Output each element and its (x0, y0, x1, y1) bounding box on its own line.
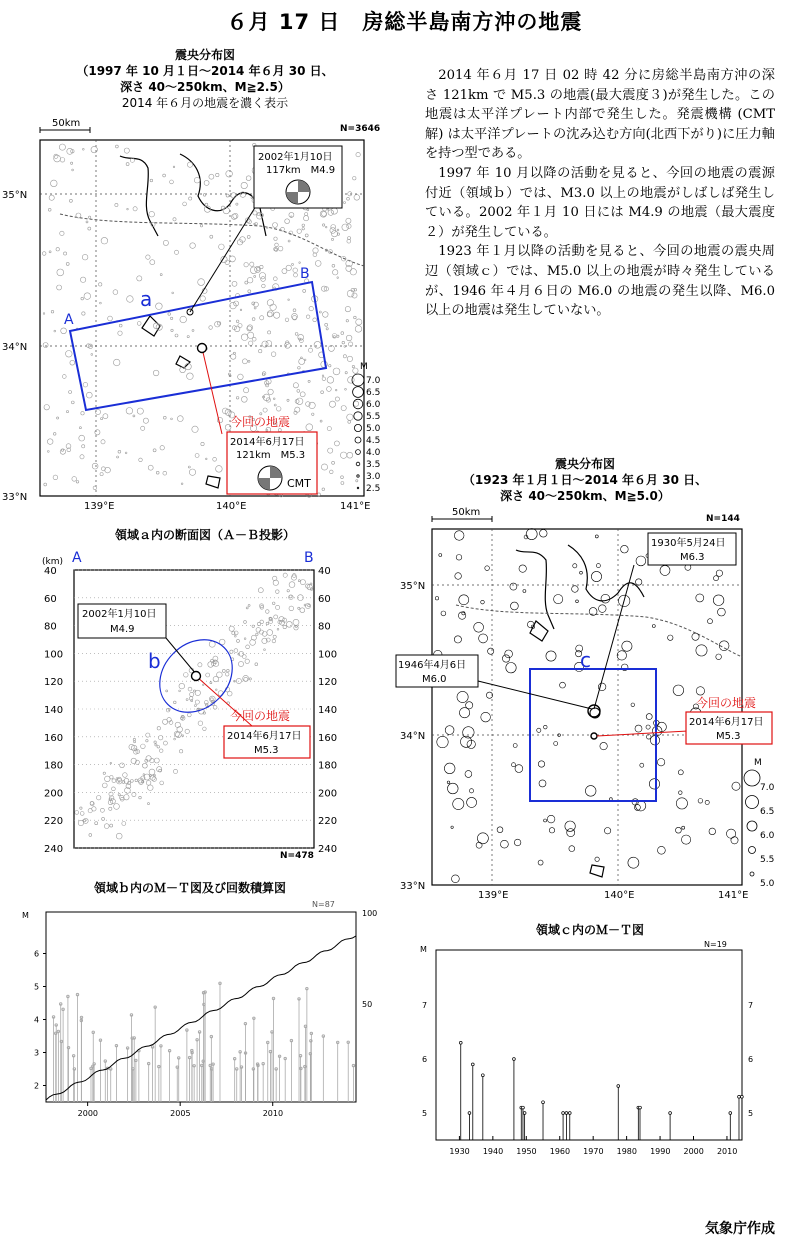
mtc-frame (436, 950, 742, 1140)
event-marker (617, 1085, 620, 1088)
map1-legend-items (352, 374, 381, 494)
epicenter-map-1 (2, 116, 386, 512)
map2-callout-1930-date: 1930年5月24日 (651, 538, 726, 549)
depth-label-left: 200 (44, 788, 64, 800)
x-tick-label: 1950 (516, 1147, 537, 1156)
description-paragraph-1: 2014 年６月 17 日 02 時 42 分に房総半島南方沖の深さ 121km で M5.3 の地震(最大震度３)が発生した。この地震は太平洋プレート内部で発生した。発震機構 (CMT 解) は太平洋プレートの沈み込む方向(北西下がり)に圧力軸を持つ型である。 (425, 68, 775, 162)
cross-end-a: A (72, 550, 82, 566)
map2-callout-now-info: M5.3 (716, 731, 741, 742)
event-marker (202, 992, 204, 994)
legend-circle (357, 475, 359, 477)
mtb-count: N=87 (312, 900, 335, 909)
map1-current-quake (198, 344, 207, 353)
event-marker (669, 1112, 672, 1115)
depth-label-right: 40 (318, 566, 331, 577)
map2-current-quake (591, 733, 597, 739)
cross-callout-now-info: M5.3 (254, 745, 279, 756)
region-b-label: b (148, 649, 161, 673)
event-marker (126, 1047, 128, 1049)
legend-circle (352, 374, 364, 386)
author: 気象庁作成 (705, 1221, 775, 1237)
event-marker (522, 1106, 525, 1109)
map2-count: N=144 (706, 514, 740, 524)
event-marker (209, 1064, 211, 1066)
map2-legend-title: M (754, 758, 762, 768)
mtb-marks (34, 909, 377, 1118)
event-marker (639, 1106, 642, 1109)
depth-label-left: 180 (44, 760, 64, 772)
event-marker (284, 1057, 286, 1059)
map2-scale-label: 50km (452, 507, 481, 518)
legend-label: 3.0 (366, 472, 381, 482)
map2-now-title: 今回の地震 (696, 696, 757, 710)
event-marker (72, 1055, 74, 1057)
legend-circle (750, 872, 754, 876)
region-a-label: a (140, 287, 153, 311)
depth-label-right: 60 (318, 593, 331, 605)
legend-label: 6.5 (366, 388, 381, 398)
depth-label-right: 240 (318, 844, 338, 855)
legend-label: 2.5 (366, 484, 381, 494)
map1-depth: 深さ 40～250km、M≧2.5） (120, 80, 290, 94)
y-tick-label: 6 (34, 949, 40, 959)
mtc-count: N=19 (704, 940, 727, 949)
legend-circle (744, 770, 760, 786)
map1-callout-past-date: 2002年1月10日 (258, 152, 333, 163)
event-marker (542, 1101, 545, 1104)
map1-end-a: A (64, 312, 74, 328)
event-marker (459, 1041, 462, 1044)
x-tick-label: 1960 (549, 1147, 571, 1156)
event-marker (188, 1056, 190, 1058)
depth-label-right: 180 (318, 760, 338, 772)
map1-lon-140: 140°E (216, 501, 247, 512)
event-marker (740, 1095, 743, 1098)
y-tick-label: 5 (422, 1109, 428, 1118)
legend-circle (354, 412, 362, 420)
event-marker (233, 1057, 235, 1059)
map1-cmt-label: CMT (287, 477, 311, 490)
mt-chart-region-b (14, 898, 384, 1128)
page-title: ６月 17 日 房総半島南方沖の地震 (226, 10, 583, 34)
x-tick-label: 2010 (716, 1147, 738, 1156)
legend-circle (354, 424, 361, 431)
depth-label-left: 80 (44, 621, 57, 633)
map1-caption (40, 47, 370, 111)
legend-label: 5.5 (760, 855, 775, 865)
legend-label: 6.5 (760, 807, 775, 817)
legend-label: 5.0 (366, 424, 381, 434)
cross-current-quake (192, 672, 201, 681)
event-marker (178, 1057, 180, 1059)
legend-circle (746, 796, 759, 809)
event-marker (240, 1066, 242, 1068)
map2-lon-141: 141°E (718, 890, 749, 901)
x-tick-label: 1930 (449, 1147, 470, 1156)
description-paragraph-3: 1923 年１月以降の活動を見ると、今回の地震の震央周辺（領域ｃ）では、M5.0 以上の地震が時々発生しているが、1946 年４月６日の M6.0 の地震の発生以降、M6.0 以上の地震は発生していない。 (425, 244, 775, 319)
depth-label-left: 240 (44, 844, 64, 855)
x-tick-label: 2005 (170, 1109, 191, 1118)
map1-callout-past-info: 117km M4.9 (266, 165, 336, 176)
y-tick-label: 3 (34, 1048, 40, 1058)
y-tick-label-right: 5 (748, 1109, 754, 1118)
depth-label-left: 60 (44, 593, 57, 605)
map1-scale-label: 50km (52, 118, 81, 129)
cross-unit: (km) (42, 557, 64, 567)
legend-label: 5.5 (366, 412, 381, 422)
legend-circle (357, 487, 359, 489)
x-tick-label: 1990 (650, 1147, 671, 1156)
cross-now-title: 今回の地震 (230, 709, 291, 723)
map1-now-title: 今回の地震 (230, 415, 291, 429)
event-marker (269, 1050, 271, 1052)
event-marker (352, 1064, 354, 1066)
legend-label: 6.0 (760, 831, 775, 841)
cross-callout-now-date: 2014年6月17日 (227, 731, 302, 742)
depth-label-right: 140 (318, 705, 338, 716)
event-marker (306, 987, 308, 989)
mtc-marks (422, 1001, 753, 1156)
map1-callout-now-date: 2014年6月17日 (230, 437, 305, 448)
event-marker (158, 1065, 160, 1067)
event-marker (239, 1051, 241, 1053)
epicenter-map-2 (396, 505, 764, 901)
depth-label-right: 100 (318, 649, 338, 661)
cross-callout-past-info: M4.9 (110, 624, 135, 635)
event-marker (565, 1112, 568, 1115)
map1-legend-title: M (360, 362, 368, 372)
legend-label: 7.0 (366, 376, 381, 386)
mtb-m-label: M (22, 911, 29, 920)
map1-lon-139: 139°E (84, 501, 115, 512)
x-tick-label: 1980 (616, 1147, 637, 1156)
mtc-m-label: M (420, 945, 427, 954)
legend-circle (353, 399, 363, 409)
map2-lat-35: 35°N (400, 581, 426, 592)
depth-label-right: 80 (318, 621, 331, 633)
region-c-label: c (580, 648, 591, 672)
map1-lat-33: 33°N (2, 492, 28, 503)
event-marker (513, 1058, 516, 1061)
map2-title: 震央分布図 (554, 457, 615, 471)
description-paragraph-2: 1997 年 10 月以降の活動を見ると、今回の地震の震源付近（領域ｂ）では、M3.0 以上の地震がしばしば発生している。2002 年１月 10 日には M4.9 の地震（最大震度２）が発生している。 (425, 165, 775, 240)
map2-lat-34: 34°N (400, 731, 426, 742)
map1-period: （1997 年 10 月１日～2014 年６月 30 日、 (76, 64, 334, 78)
map2-legend-items (744, 770, 775, 889)
x-tick-label: 1970 (583, 1147, 604, 1156)
event-marker (298, 998, 300, 1000)
event-marker (110, 1068, 112, 1070)
map2-lat-33: 33°N (400, 881, 426, 892)
y-tick-label: 2 (34, 1081, 40, 1091)
map1-mechanism-past-icon (286, 180, 310, 204)
event-marker (57, 1030, 59, 1032)
event-marker (568, 1112, 571, 1115)
cross-section-title: 領域ａ内の断面図（Ａ－Ｂ投影） (114, 528, 295, 542)
mtc-title: 領域ｃ内のＭ－Ｔ図 (535, 923, 644, 937)
map2-lon-139: 139°E (478, 890, 509, 901)
map1-lat-34: 34°N (2, 342, 28, 353)
cross-section-plot (30, 548, 360, 860)
right-tick-label: 50 (362, 1000, 373, 1009)
event-marker (60, 1003, 62, 1005)
map2-callout-1946-date: 1946年4月6日 (398, 660, 467, 671)
event-marker (481, 1074, 484, 1077)
event-marker (154, 1006, 156, 1008)
event-marker (738, 1095, 741, 1098)
map2-callout-now-date: 2014年6月17日 (689, 717, 764, 728)
map1-mechanism-now-icon (258, 466, 282, 490)
right-tick-label: 100 (362, 909, 378, 918)
legend-label: 4.5 (366, 436, 381, 446)
x-tick-label: 2010 (262, 1109, 284, 1118)
event-marker (76, 993, 78, 995)
event-marker (468, 1112, 471, 1115)
event-marker (299, 1055, 301, 1057)
depth-label-left: 100 (44, 649, 64, 661)
legend-circle (355, 437, 361, 443)
y-tick-label: 7 (422, 1001, 428, 1010)
y-tick-label: 5 (34, 982, 40, 992)
depth-label-left: 140 (44, 705, 64, 716)
map1-note: 2014 年６月の地震を濃く表示 (121, 96, 289, 110)
depth-label-left: 120 (44, 677, 64, 689)
map1-title: 震央分布図 (174, 48, 235, 62)
map1-lat-35: 35°N (2, 190, 28, 201)
legend-label: 3.5 (366, 460, 381, 470)
cross-count: N=478 (280, 851, 314, 861)
cross-callout-past-date: 2002年1月10日 (82, 609, 157, 620)
legend-circle (749, 847, 756, 854)
event-marker (729, 1112, 732, 1115)
map1-end-b: B (300, 266, 310, 282)
depth-label-right: 200 (318, 788, 338, 800)
mt-chart-region-c (410, 938, 772, 1164)
map2-magnitude-legend (746, 756, 776, 889)
map2-depth: 深さ 40～250km、M≧5.0） (500, 489, 670, 503)
map2-callout-1930-info: M6.3 (680, 552, 705, 563)
event-marker (99, 1039, 101, 1041)
map2-callout-1946-info: M6.0 (422, 674, 447, 685)
legend-circle (747, 821, 757, 831)
event-marker (186, 1029, 188, 1031)
legend-circle (356, 450, 361, 455)
map2-lon-140: 140°E (604, 890, 635, 901)
x-tick-label: 2000 (683, 1147, 704, 1156)
y-tick-label-right: 7 (748, 1001, 754, 1010)
depth-label-left: 220 (44, 816, 64, 828)
legend-circle (353, 387, 364, 398)
event-marker (562, 1112, 565, 1115)
map1-lon-141: 141°E (340, 501, 371, 512)
cross-end-b: B (304, 550, 314, 566)
depth-label-right: 120 (318, 677, 338, 689)
depth-label-right: 220 (318, 816, 338, 828)
depth-label-right: 160 (318, 732, 338, 744)
legend-circle (356, 462, 360, 466)
description (425, 66, 775, 321)
event-marker (267, 1041, 269, 1043)
y-tick-label: 4 (34, 1015, 40, 1025)
map2-period: （1923 年１月１日～2014 年６月 30 日、 (462, 473, 708, 487)
y-tick-label: 6 (422, 1055, 428, 1064)
event-marker (262, 1063, 264, 1065)
depth-label-left: 160 (44, 732, 64, 744)
legend-label: 4.0 (366, 448, 381, 458)
legend-label: 7.0 (760, 783, 775, 793)
map2-caption (440, 456, 730, 504)
legend-label: 5.0 (760, 879, 775, 889)
map1-magnitude-legend (352, 360, 382, 500)
x-tick-label: 1940 (482, 1147, 504, 1156)
event-marker (523, 1112, 526, 1115)
x-tick-label: 2000 (77, 1109, 99, 1118)
event-marker (471, 1063, 474, 1066)
depth-label-left: 40 (44, 566, 57, 577)
event-marker (210, 1035, 212, 1037)
map1-callout-now-info: 121km M5.3 (236, 450, 306, 461)
map1-count: N=3646 (340, 124, 381, 134)
y-tick-label-right: 6 (748, 1055, 754, 1064)
legend-label: 6.0 (366, 400, 381, 410)
mtb-title: 領域ｂ内のＭ－Ｔ図及び回数積算図 (93, 881, 286, 895)
